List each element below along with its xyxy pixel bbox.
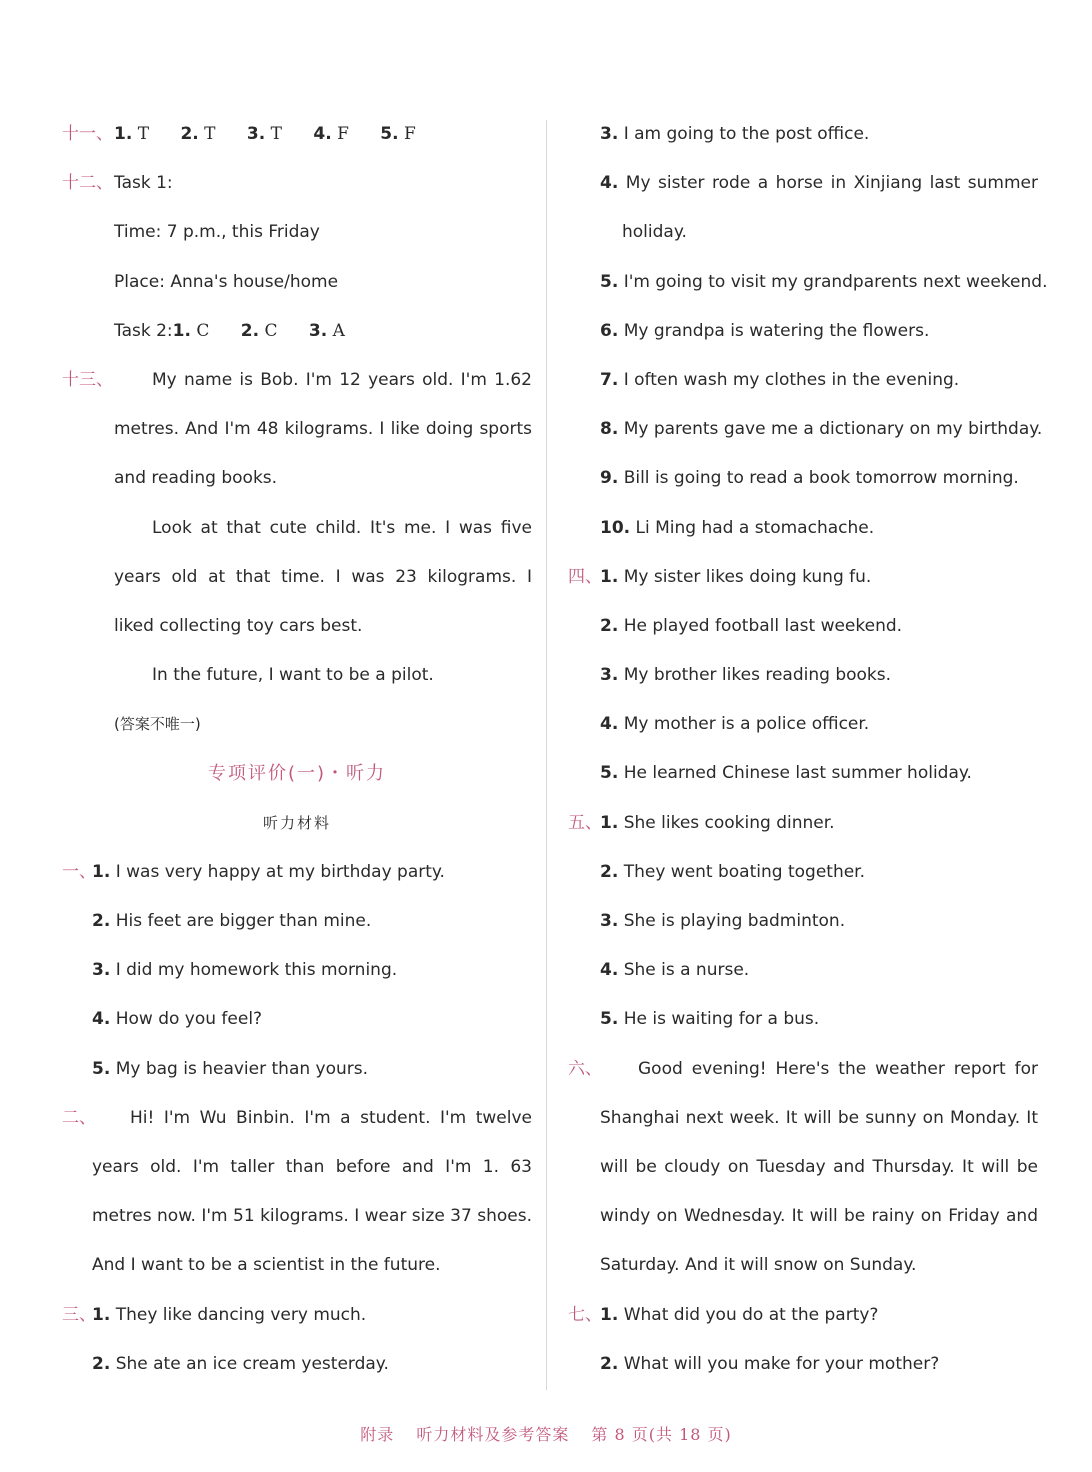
essay-line: metres. And I'm 48 kilograms. I like doing sports	[114, 419, 532, 440]
passage-line: 六、 Good evening! Here's the weather report for	[568, 1045, 1038, 1094]
list-item: 3. I am going to the post office.	[600, 124, 870, 144]
list-item: 3. She is playing badminton.	[600, 911, 846, 931]
list-item: 三、 1. They like dancing very much.	[62, 1291, 532, 1340]
section-marker: 一、	[62, 861, 96, 882]
list-item: 5. I'm going to visit my grandparents next weekend.	[600, 271, 1048, 292]
section-marker: 十一、	[62, 124, 113, 144]
list-item: 3. My brother likes reading books.	[600, 665, 892, 686]
sub-title: 听力材料	[262, 813, 331, 832]
essay-line: 十三、 My name is Bob. I'm 12 years old. I'm 1.62	[62, 356, 532, 405]
passage-line: years old. I'm taller than before and I'm 1. 63	[92, 1156, 532, 1177]
essay-line: years old at that time. I was 23 kilograms. I	[114, 566, 532, 587]
section-marker: 二、	[62, 1107, 96, 1128]
column-divider	[546, 120, 547, 1390]
answer-note: (答案不唯一)	[114, 715, 201, 734]
passage-line: Saturday. And it will snow on Sunday.	[600, 1255, 917, 1276]
essay-line: In the future, I want to be a pilot.	[152, 665, 434, 686]
page-footer	[0, 1422, 1092, 1445]
list-item: 2. He played football last weekend.	[600, 615, 903, 636]
right-column	[568, 110, 1048, 1389]
list-item: 四、 1. My sister likes doing kung fu.	[568, 553, 1038, 602]
list-item: 10. Li Ming had a stomachache.	[600, 517, 875, 538]
task1-time: Time: 7 p.m., this Friday	[114, 222, 320, 243]
list-item: 2. What will you make for your mother?	[600, 1353, 940, 1374]
left-column	[62, 110, 532, 1389]
list-item: 5. He is waiting for a bus.	[600, 1009, 820, 1030]
passage-line: 二、 Hi! I'm Wu Binbin. I'm a student. I'm twelve	[62, 1094, 532, 1143]
list-item-continued: holiday.	[622, 222, 687, 243]
section-12-task1: 十二、 Task 1:	[62, 159, 532, 208]
list-item: 3. I did my homework this morning.	[92, 960, 398, 981]
section-marker: 十二、	[62, 173, 113, 194]
list-item: 2. They went boating together.	[600, 861, 866, 882]
passage-line: will be cloudy on Tuesday and Thursday. It will be	[600, 1156, 1038, 1177]
list-item: 6. My grandpa is watering the flowers.	[600, 320, 930, 341]
section-marker: 三、	[62, 1304, 96, 1325]
list-item: 9. Bill is going to read a book tomorrow morning.	[600, 468, 1019, 489]
passage-line: metres now. I'm 51 kilograms. I wear size 37 shoes.	[92, 1206, 532, 1227]
list-item: 7. I often wash my clothes in the evening.	[600, 369, 960, 390]
passage-line: Shanghai next week. It will be sunny on Monday. It	[600, 1107, 1038, 1128]
list-item: 8. My parents gave me a dictionary on my birthday.	[600, 419, 1043, 440]
task1-place: Place: Anna's house/home	[114, 271, 339, 292]
task2-answers: Task 2:1. C 2. C 3. A	[114, 320, 345, 341]
list-item: 5. He learned Chinese last summer holiday.	[600, 763, 972, 784]
section-marker: 五、	[568, 812, 602, 833]
section-marker: 七、	[568, 1304, 602, 1325]
section-title: 专项评价(一)・听力	[207, 763, 387, 785]
footer-title: 听力材料及参考答案	[416, 1425, 570, 1444]
essay-line: liked collecting toy cars best.	[114, 615, 363, 636]
page-number: 第 8 页(共 18 页)	[591, 1425, 732, 1444]
essay-line: Look at that cute child. It's me. I was five	[152, 517, 532, 538]
list-item: 4. She is a nurse.	[600, 960, 750, 981]
section-marker: 十三、	[62, 369, 113, 390]
passage-line: windy on Wednesday. It will be rainy on Friday and	[600, 1206, 1038, 1227]
list-item: 2. She ate an ice cream yesterday.	[92, 1353, 389, 1374]
list-item: 4. My mother is a police officer.	[600, 714, 870, 735]
essay-line: and reading books.	[114, 468, 278, 489]
list-item: 五、 1. She likes cooking dinner.	[568, 799, 1038, 848]
footer-appendix: 附录	[360, 1425, 395, 1444]
section-11: 十一、 1. T 2. T 3. T 4. F 5. F	[62, 110, 532, 159]
list-item: 4. My sister rode a horse in Xinjiang last summer	[600, 173, 1038, 194]
list-item: 5. My bag is heavier than yours.	[92, 1058, 369, 1079]
passage-line: And I want to be a scientist in the future.	[92, 1255, 441, 1276]
list-item: 2. His feet are bigger than mine.	[92, 911, 372, 931]
section-marker: 四、	[568, 566, 602, 587]
list-item: 一、 1. I was very happy at my birthday party.	[62, 848, 532, 897]
list-item: 七、 1. What did you do at the party?	[568, 1291, 1038, 1340]
section-marker: 六、	[568, 1058, 602, 1079]
list-item: 4. How do you feel?	[92, 1009, 263, 1030]
